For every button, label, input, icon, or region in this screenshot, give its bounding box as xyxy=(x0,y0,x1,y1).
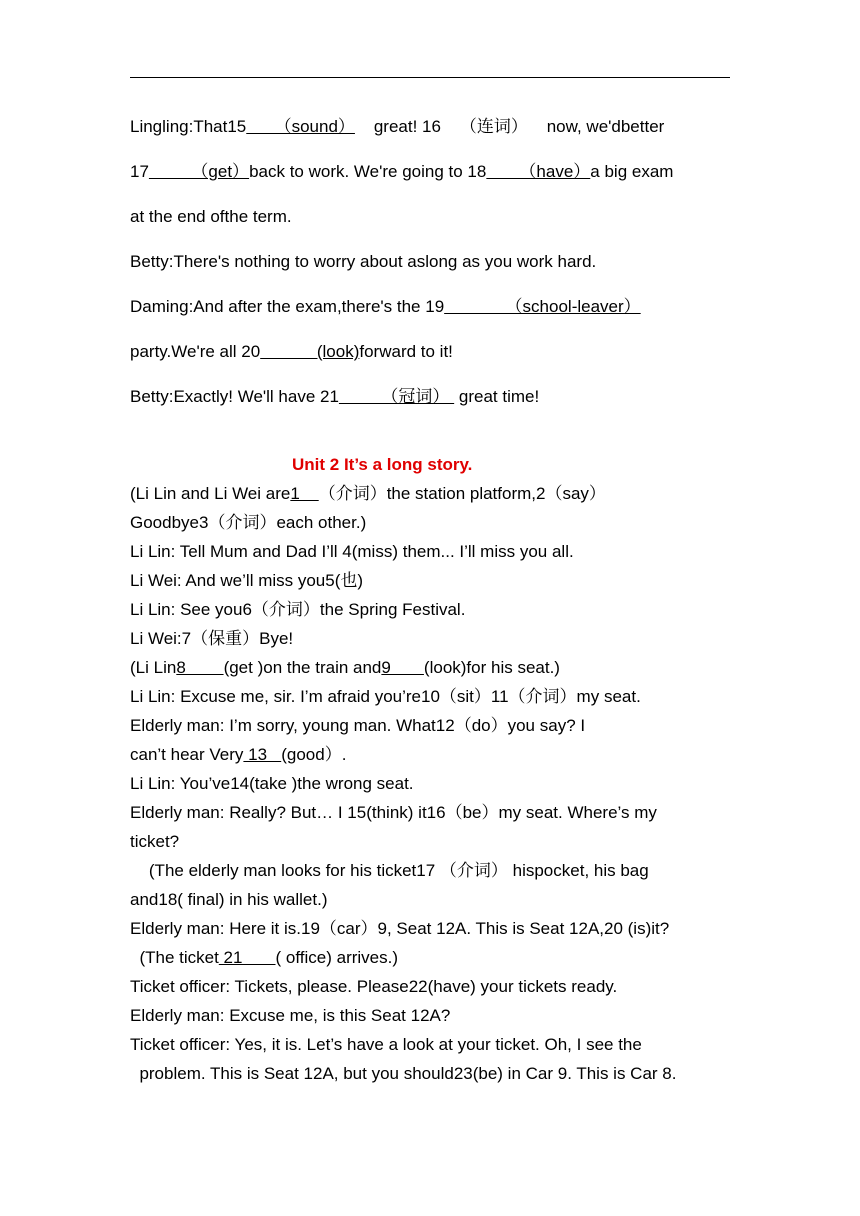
text-line xyxy=(130,976,732,998)
underlined-blank: 21 xyxy=(218,948,276,967)
text-run: Li Wei:7（保重）Bye! xyxy=(130,629,294,648)
text-line xyxy=(130,116,732,138)
text-run: at the end ofthe term. xyxy=(130,207,292,226)
text-run: forward to it! xyxy=(359,342,453,361)
text-run: Elderly man: Here it is.19（car）9, Seat 12A. This is Seat 12A,20 (is)it? xyxy=(130,919,670,938)
text-run: Li Lin: You’ve14(take )the wrong seat. xyxy=(130,774,414,793)
text-run: (The elderly man looks for his ticket17 （介词） hispocket, his bag xyxy=(130,861,649,880)
text-run: (Li Lin and Li Wei are xyxy=(130,484,291,503)
text-run: (good）. xyxy=(281,745,347,764)
text-run: (get )on the train and xyxy=(223,658,382,677)
underlined-blank: 13 xyxy=(243,745,282,764)
text-line xyxy=(130,541,732,563)
text-run: and18( final) in his wallet.) xyxy=(130,890,328,909)
text-line xyxy=(130,599,732,621)
underlined-blank: （sound） xyxy=(246,117,355,136)
text-line xyxy=(130,657,732,679)
text-line xyxy=(130,860,732,882)
text-line xyxy=(130,206,732,228)
text-line xyxy=(130,744,732,766)
text-run: Li Lin: See you6（介词）the Spring Festival. xyxy=(130,600,466,619)
text-line xyxy=(130,296,732,318)
text-run: Elderly man: I’m sorry, young man. What12（do）you say? I xyxy=(130,716,586,735)
text-line xyxy=(130,483,732,505)
text-line xyxy=(130,251,732,273)
underlined-blank: 1 xyxy=(290,484,319,503)
text-line xyxy=(130,341,732,363)
unit-title: Unit 2 It’s a long story. xyxy=(292,455,473,474)
text-line xyxy=(130,831,732,853)
text-run: Li Lin: Excuse me, sir. I’m afraid you’re10（sit）11（介词）my seat. xyxy=(130,687,641,706)
text-line xyxy=(130,386,732,408)
underlined-blank: （school-leaver） xyxy=(444,297,641,316)
text-run: can’t hear Very xyxy=(130,745,244,764)
text-run: Elderly man: Really? But… I 15(think) it16（be）my seat. Where’s my xyxy=(130,803,657,822)
text-line xyxy=(130,715,732,737)
text-run: ( office) arrives.) xyxy=(275,948,399,967)
text-run: Goodbye3（介词）each other.) xyxy=(130,513,367,532)
text-run: Ticket officer: Yes, it is. Let’s have a look at your ticket. Oh, I see the xyxy=(130,1035,642,1054)
text-run: Li Wei: And we’ll miss you5(也) xyxy=(130,571,364,590)
text-run: Lingling:That15 xyxy=(130,117,247,136)
text-line xyxy=(130,161,732,183)
underlined-blank: 8 xyxy=(176,658,224,677)
text-line xyxy=(130,1005,732,1027)
text-line xyxy=(130,628,732,650)
text-run: Li Lin: Tell Mum and Dad I’ll 4(miss) them... I’ll miss you all. xyxy=(130,542,574,561)
text-run: a big exam xyxy=(590,162,674,181)
text-run: (Li Lin xyxy=(130,658,177,677)
text-run: great time! xyxy=(454,387,540,406)
text-run: (look)for his seat.) xyxy=(423,658,560,677)
text-line xyxy=(130,918,732,940)
text-line xyxy=(130,889,732,911)
text-line xyxy=(130,570,732,592)
text-line xyxy=(130,1063,732,1085)
text-run: Betty:Exactly! We'll have 21 xyxy=(130,387,339,406)
text-run: problem. This is Seat 12A, but you should23(be) in Car 9. This is Car 8. xyxy=(130,1064,677,1083)
text-run: (The ticket xyxy=(130,948,219,967)
text-run: back to work. We're going to 18 xyxy=(249,162,487,181)
text-line xyxy=(130,512,732,534)
text-run: （介词）the station platform,2（say） xyxy=(318,484,606,503)
header-rule xyxy=(130,77,730,78)
underlined-blank: 9 xyxy=(381,658,424,677)
text-line xyxy=(130,1034,732,1056)
underlined-blank: （冠词） xyxy=(338,387,455,406)
text-run: 17 xyxy=(130,162,149,181)
text-run: great! 16 （连词） now, we'dbetter xyxy=(354,117,665,136)
underlined-blank: （have） xyxy=(486,162,591,181)
text-run: party.We're all 20 xyxy=(130,342,261,361)
text-line xyxy=(130,686,732,708)
text-run: ticket? xyxy=(130,832,180,851)
text-line xyxy=(130,773,732,795)
text-run: Elderly man: Excuse me, is this Seat 12A? xyxy=(130,1006,451,1025)
text-run: Ticket officer: Tickets, please. Please22(have) your tickets ready. xyxy=(130,977,618,996)
underlined-blank: （get） xyxy=(148,162,250,181)
text-run: Daming:And after the exam,there's the 19 xyxy=(130,297,445,316)
text-run: Betty:There's nothing to worry about aslong as you work hard. xyxy=(130,252,597,271)
underlined-blank: (look) xyxy=(260,342,360,361)
text-line xyxy=(130,802,732,824)
text-line xyxy=(130,947,732,969)
